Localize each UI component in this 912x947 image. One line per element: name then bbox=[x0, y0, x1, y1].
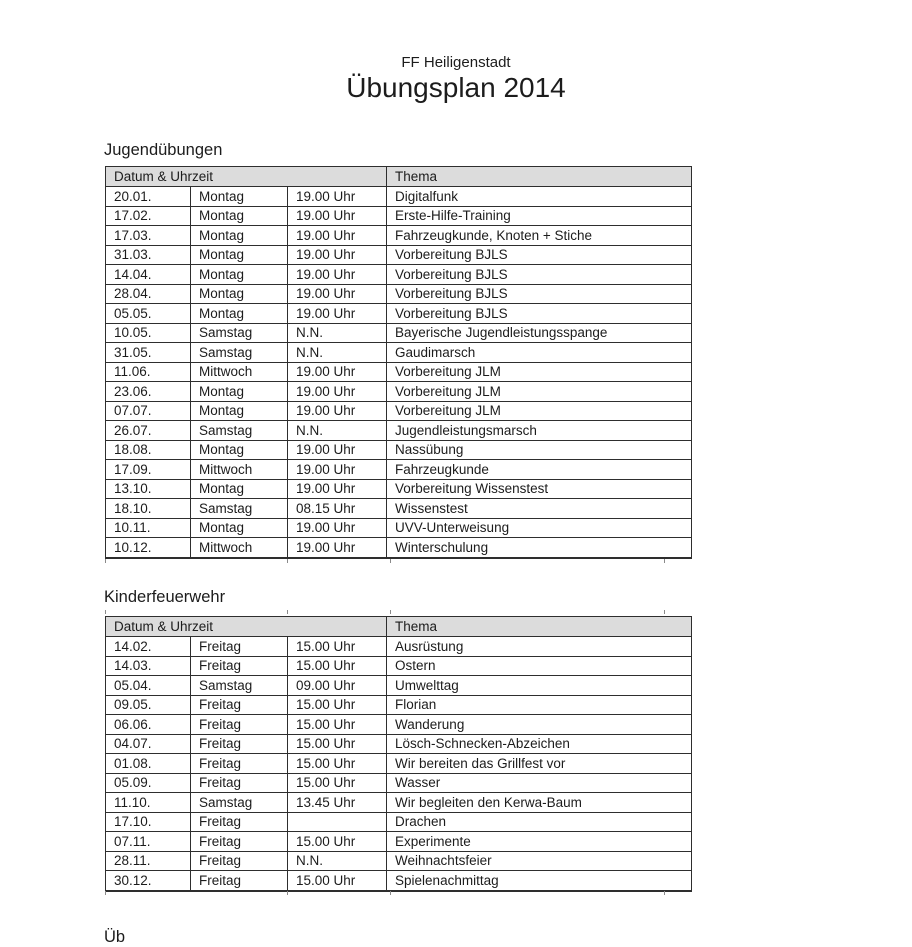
date-cell: 14.02. bbox=[106, 637, 191, 657]
table-row bbox=[106, 479, 692, 499]
date-cell: 26.07. bbox=[106, 421, 191, 441]
time-cell: 15.00 Uhr bbox=[288, 656, 387, 676]
topic-cell: Nassübung bbox=[387, 440, 692, 460]
time-cell: 19.00 Uhr bbox=[288, 518, 387, 538]
table-header-row bbox=[106, 167, 692, 187]
table-row bbox=[106, 851, 692, 871]
date-cell: 07.11. bbox=[106, 832, 191, 852]
date-cell: 28.11. bbox=[106, 851, 191, 871]
day-cell: Montag bbox=[191, 304, 288, 324]
section-heading-jugenduebungen: Jugendübungen bbox=[104, 141, 223, 159]
day-cell: Mittwoch bbox=[191, 460, 288, 480]
date-cell: 31.05. bbox=[106, 343, 191, 363]
time-cell: 15.00 Uhr bbox=[288, 773, 387, 793]
date-cell: 06.06. bbox=[106, 715, 191, 735]
topic-cell: Winterschulung bbox=[387, 538, 692, 558]
day-cell: Samstag bbox=[191, 793, 288, 813]
date-cell: 14.04. bbox=[106, 265, 191, 285]
grid-tick bbox=[664, 891, 665, 895]
table-row bbox=[106, 284, 692, 304]
time-cell: 15.00 Uhr bbox=[288, 832, 387, 852]
day-cell: Samstag bbox=[191, 323, 288, 343]
table-row bbox=[106, 460, 692, 480]
topic-cell: Wir begleiten den Kerwa-Baum bbox=[387, 793, 692, 813]
time-cell: 19.00 Uhr bbox=[288, 284, 387, 304]
date-cell: 09.05. bbox=[106, 695, 191, 715]
date-cell: 18.08. bbox=[106, 440, 191, 460]
table-body bbox=[106, 187, 692, 558]
grid-tick bbox=[105, 891, 106, 895]
table-row bbox=[106, 499, 692, 519]
day-cell: Mittwoch bbox=[191, 362, 288, 382]
day-cell: Montag bbox=[191, 245, 288, 265]
time-cell bbox=[288, 812, 387, 832]
table-row bbox=[106, 812, 692, 832]
date-cell: 01.08. bbox=[106, 754, 191, 774]
time-cell: 15.00 Uhr bbox=[288, 715, 387, 735]
table-header bbox=[106, 167, 692, 187]
date-cell: 31.03. bbox=[106, 245, 191, 265]
topic-cell: Erste-Hilfe-Training bbox=[387, 206, 692, 226]
time-cell: 13.45 Uhr bbox=[288, 793, 387, 813]
time-cell: 19.00 Uhr bbox=[288, 382, 387, 402]
table-row bbox=[106, 832, 692, 852]
time-cell: N.N. bbox=[288, 323, 387, 343]
date-cell: 17.02. bbox=[106, 206, 191, 226]
table-header bbox=[106, 617, 692, 637]
topic-cell: Vorbereitung BJLS bbox=[387, 304, 692, 324]
time-cell: 19.00 Uhr bbox=[288, 460, 387, 480]
table-row bbox=[106, 304, 692, 324]
time-cell: 19.00 Uhr bbox=[288, 440, 387, 460]
table-row bbox=[106, 245, 692, 265]
time-cell: 19.00 Uhr bbox=[288, 187, 387, 207]
table-row bbox=[106, 401, 692, 421]
day-cell: Freitag bbox=[191, 734, 288, 754]
time-cell: 19.00 Uhr bbox=[288, 265, 387, 285]
topic-cell: Vorbereitung Wissenstest bbox=[387, 479, 692, 499]
topic-cell: Digitalfunk bbox=[387, 187, 692, 207]
day-cell: Freitag bbox=[191, 773, 288, 793]
schedule-table-kinderfeuerwehr bbox=[105, 616, 692, 892]
grid-tick bbox=[105, 610, 106, 614]
grid-tick bbox=[390, 610, 391, 614]
topic-cell: Wissenstest bbox=[387, 499, 692, 519]
topic-cell: Fahrzeugkunde bbox=[387, 460, 692, 480]
date-cell: 17.09. bbox=[106, 460, 191, 480]
day-cell: Montag bbox=[191, 382, 288, 402]
table-row bbox=[106, 754, 692, 774]
topic-cell: Florian bbox=[387, 695, 692, 715]
table-body bbox=[106, 637, 692, 891]
date-cell: 07.07. bbox=[106, 401, 191, 421]
date-cell: 17.03. bbox=[106, 226, 191, 246]
date-cell: 04.07. bbox=[106, 734, 191, 754]
topic-cell: Vorbereitung JLM bbox=[387, 401, 692, 421]
day-cell: Freitag bbox=[191, 715, 288, 735]
date-cell: 05.04. bbox=[106, 676, 191, 696]
time-cell: 19.00 Uhr bbox=[288, 304, 387, 324]
day-cell: Freitag bbox=[191, 637, 288, 657]
day-cell: Freitag bbox=[191, 812, 288, 832]
time-cell: 15.00 Uhr bbox=[288, 754, 387, 774]
table-row bbox=[106, 323, 692, 343]
day-cell: Freitag bbox=[191, 656, 288, 676]
table-row bbox=[106, 773, 692, 793]
column-header-datum-uhrzeit: Datum & Uhrzeit bbox=[106, 167, 387, 187]
topic-cell: Drachen bbox=[387, 812, 692, 832]
day-cell: Mittwoch bbox=[191, 538, 288, 558]
table-row bbox=[106, 362, 692, 382]
topic-cell: Vorbereitung BJLS bbox=[387, 245, 692, 265]
table-grid-ticks bbox=[105, 559, 691, 564]
day-cell: Samstag bbox=[191, 343, 288, 363]
day-cell: Montag bbox=[191, 479, 288, 499]
topic-cell: Ausrüstung bbox=[387, 637, 692, 657]
topic-cell: Weihnachtsfeier bbox=[387, 851, 692, 871]
topic-cell: Lösch-Schnecken-Abzeichen bbox=[387, 734, 692, 754]
topic-cell: UVV-Unterweisung bbox=[387, 518, 692, 538]
grid-tick bbox=[105, 559, 106, 563]
day-cell: Freitag bbox=[191, 871, 288, 891]
time-cell: 15.00 Uhr bbox=[288, 695, 387, 715]
time-cell: 08.15 Uhr bbox=[288, 499, 387, 519]
date-cell: 05.09. bbox=[106, 773, 191, 793]
date-cell: 10.12. bbox=[106, 538, 191, 558]
table-header-row bbox=[106, 617, 692, 637]
time-cell: 19.00 Uhr bbox=[288, 538, 387, 558]
date-cell: 10.05. bbox=[106, 323, 191, 343]
table-row bbox=[106, 637, 692, 657]
table-row bbox=[106, 676, 692, 696]
table-row bbox=[106, 187, 692, 207]
table-row bbox=[106, 440, 692, 460]
table-row bbox=[106, 421, 692, 441]
time-cell: 19.00 Uhr bbox=[288, 401, 387, 421]
column-header-datum-uhrzeit: Datum & Uhrzeit bbox=[106, 617, 387, 637]
table-grid-ticks bbox=[105, 891, 691, 896]
day-cell: Freitag bbox=[191, 851, 288, 871]
table-row bbox=[106, 206, 692, 226]
day-cell: Montag bbox=[191, 284, 288, 304]
table-row bbox=[106, 793, 692, 813]
time-cell: N.N. bbox=[288, 851, 387, 871]
date-cell: 05.05. bbox=[106, 304, 191, 324]
time-cell: 19.00 Uhr bbox=[288, 206, 387, 226]
grid-tick bbox=[287, 610, 288, 614]
table-row bbox=[106, 343, 692, 363]
topic-cell: Vorbereitung BJLS bbox=[387, 284, 692, 304]
table-row bbox=[106, 695, 692, 715]
time-cell: 19.00 Uhr bbox=[288, 479, 387, 499]
date-cell: 20.01. bbox=[106, 187, 191, 207]
table-row bbox=[106, 538, 692, 558]
table-grid-ticks bbox=[105, 610, 691, 615]
table-row bbox=[106, 518, 692, 538]
day-cell: Samstag bbox=[191, 676, 288, 696]
date-cell: 28.04. bbox=[106, 284, 191, 304]
column-header-thema: Thema bbox=[387, 617, 692, 637]
time-cell: N.N. bbox=[288, 421, 387, 441]
schedule-table-jugenduebungen bbox=[105, 166, 692, 559]
time-cell: 19.00 Uhr bbox=[288, 362, 387, 382]
section-heading-kinderfeuerwehr: Kinderfeuerwehr bbox=[104, 588, 226, 606]
topic-cell: Jugendleistungsmarsch bbox=[387, 421, 692, 441]
table-row bbox=[106, 265, 692, 285]
date-cell: 13.10. bbox=[106, 479, 191, 499]
date-cell: 18.10. bbox=[106, 499, 191, 519]
topic-cell: Bayerische Jugendleistungsspange bbox=[387, 323, 692, 343]
grid-tick bbox=[287, 559, 288, 563]
date-cell: 14.03. bbox=[106, 656, 191, 676]
topic-cell: Vorbereitung JLM bbox=[387, 382, 692, 402]
column-header-thema: Thema bbox=[387, 167, 692, 187]
table-row bbox=[106, 656, 692, 676]
topic-cell: Gaudimarsch bbox=[387, 343, 692, 363]
day-cell: Montag bbox=[191, 206, 288, 226]
grid-tick bbox=[390, 891, 391, 895]
day-cell: Montag bbox=[191, 518, 288, 538]
day-cell: Freitag bbox=[191, 754, 288, 774]
table-row bbox=[106, 382, 692, 402]
date-cell: 30.12. bbox=[106, 871, 191, 891]
day-cell: Samstag bbox=[191, 499, 288, 519]
next-section-heading-partial: Üb bbox=[104, 928, 126, 946]
day-cell: Samstag bbox=[191, 421, 288, 441]
topic-cell: Wanderung bbox=[387, 715, 692, 735]
grid-tick bbox=[664, 610, 665, 614]
document-title: Übungsplan 2014 bbox=[346, 72, 566, 103]
date-cell: 11.10. bbox=[106, 793, 191, 813]
topic-cell: Vorbereitung BJLS bbox=[387, 265, 692, 285]
time-cell: 09.00 Uhr bbox=[288, 676, 387, 696]
table-row bbox=[106, 226, 692, 246]
date-cell: 17.10. bbox=[106, 812, 191, 832]
day-cell: Montag bbox=[191, 440, 288, 460]
topic-cell: Spielenachmittag bbox=[387, 871, 692, 891]
time-cell: 19.00 Uhr bbox=[288, 226, 387, 246]
topic-cell: Vorbereitung JLM bbox=[387, 362, 692, 382]
table-row bbox=[106, 871, 692, 891]
date-cell: 11.06. bbox=[106, 362, 191, 382]
time-cell: 15.00 Uhr bbox=[288, 871, 387, 891]
date-cell: 10.11. bbox=[106, 518, 191, 538]
grid-tick bbox=[664, 559, 665, 563]
topic-cell: Fahrzeugkunde, Knoten + Stiche bbox=[387, 226, 692, 246]
grid-tick bbox=[287, 891, 288, 895]
day-cell: Freitag bbox=[191, 695, 288, 715]
day-cell: Montag bbox=[191, 226, 288, 246]
topic-cell: Wir bereiten das Grillfest vor bbox=[387, 754, 692, 774]
table-row bbox=[106, 734, 692, 754]
topic-cell: Umwelttag bbox=[387, 676, 692, 696]
day-cell: Freitag bbox=[191, 832, 288, 852]
table-row bbox=[106, 715, 692, 735]
grid-tick bbox=[390, 559, 391, 563]
day-cell: Montag bbox=[191, 265, 288, 285]
topic-cell: Wasser bbox=[387, 773, 692, 793]
day-cell: Montag bbox=[191, 401, 288, 421]
day-cell: Montag bbox=[191, 187, 288, 207]
topic-cell: Ostern bbox=[387, 656, 692, 676]
time-cell: N.N. bbox=[288, 343, 387, 363]
time-cell: 15.00 Uhr bbox=[288, 637, 387, 657]
time-cell: 15.00 Uhr bbox=[288, 734, 387, 754]
document-org-line: FF Heiligenstadt bbox=[401, 54, 511, 71]
topic-cell: Experimente bbox=[387, 832, 692, 852]
time-cell: 19.00 Uhr bbox=[288, 245, 387, 265]
date-cell: 23.06. bbox=[106, 382, 191, 402]
